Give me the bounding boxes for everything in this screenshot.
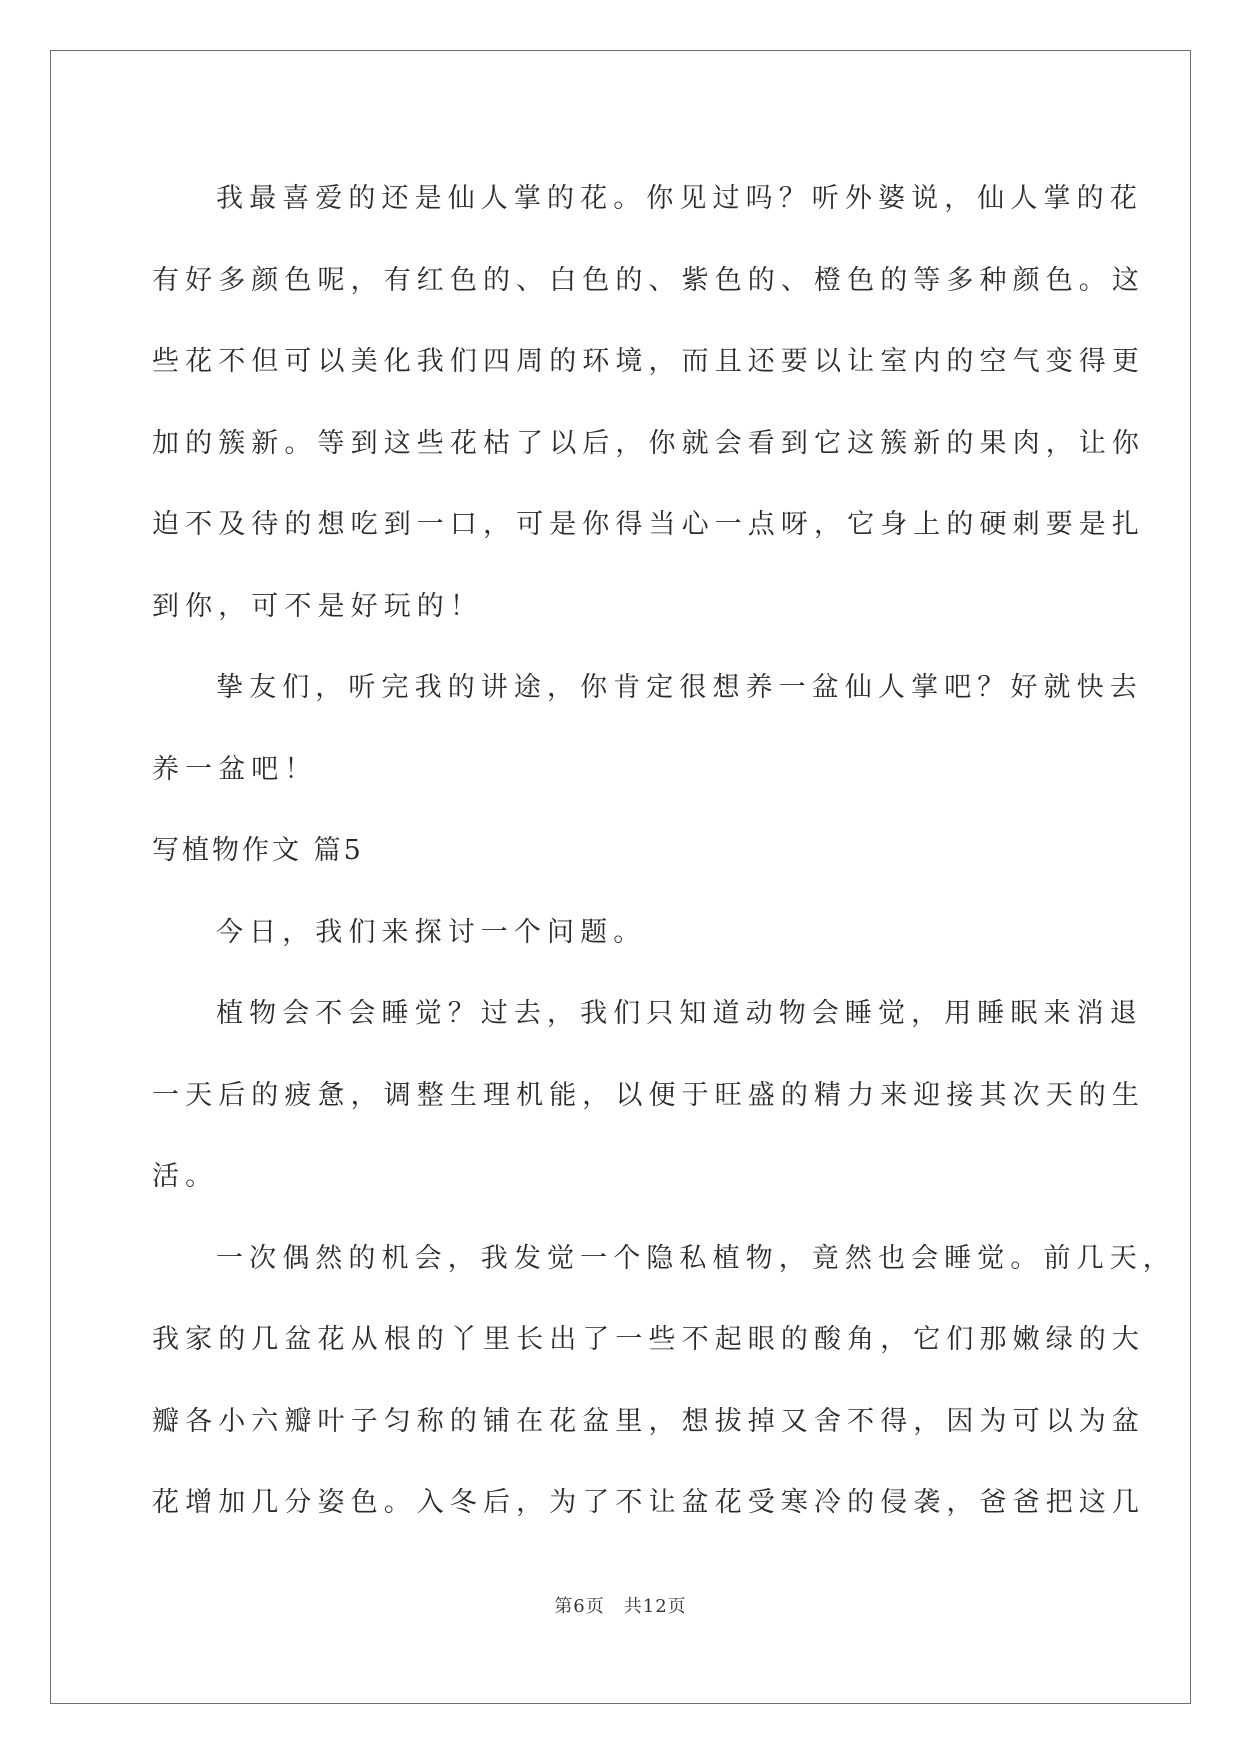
text-line: 些花不但可以美化我们四周的环境，而且还要以让室内的空气变得更 <box>152 346 1145 377</box>
text-line: 养一盆吧！ <box>152 753 318 785</box>
text-line: 一天后的疲惫，调整生理机能，以便于旺盛的精力来迎接其次天的生 <box>152 1079 1145 1111</box>
text-line: 瓣各小六瓣叶子匀称的铺在花盆里，想拔掉又舍不得，因为可以为盆 <box>152 1405 1145 1437</box>
text-line: 活。 <box>152 1161 219 1192</box>
text-line: 一次偶然的机会，我发觉一个隐私植物，竟然也会睡觉。前几天， <box>216 1242 1176 1274</box>
page-number-footer: 第6页 共12页 <box>554 1596 687 1617</box>
text-line: 花增加几分姿色。入冬后，为了不让盆花受寒冷的侵袭，爸爸把这几 <box>152 1487 1145 1518</box>
paragraph-5 <box>152 1218 1176 1544</box>
section-heading: 写植物作文 篇5 <box>152 835 364 866</box>
paragraph-2 <box>152 647 1143 810</box>
paragraph-3 <box>152 892 1092 974</box>
text-line: 到你，可不是好玩的！ <box>152 590 483 622</box>
text-line: 加的簇新。等到这些花枯了以后，你就会看到它这簇新的果肉，让你 <box>152 427 1145 459</box>
text-line: 我家的几盆花从根的丫里长出了一些不起眼的酸角，它们那嫩绿的大 <box>152 1324 1145 1355</box>
text-line: 有好多颜色呢，有红色的、白色的、紫色的、橙色的等多种颜色。这 <box>152 264 1145 296</box>
document-body <box>152 158 1176 1544</box>
text-line: 迫不及待的想吃到一口，可是你得当心一点呀，它身上的硬刺要是扎 <box>152 509 1145 540</box>
text-line: 今日，我们来探讨一个问题。 <box>216 916 647 948</box>
text-line: 我最喜爱的还是仙人掌的花。你见过吗？听外婆说，仙人掌的花 <box>216 183 1143 214</box>
text-line: 植物会不会睡觉？过去，我们只知道动物会睡觉，用睡眠来消退 <box>216 998 1143 1029</box>
paragraph-1 <box>152 158 1145 647</box>
text-line: 挚友们，听完我的讲途，你肯定很想养一盆仙人掌吧？好就快去 <box>216 672 1143 703</box>
paragraph-4 <box>152 973 1145 1218</box>
